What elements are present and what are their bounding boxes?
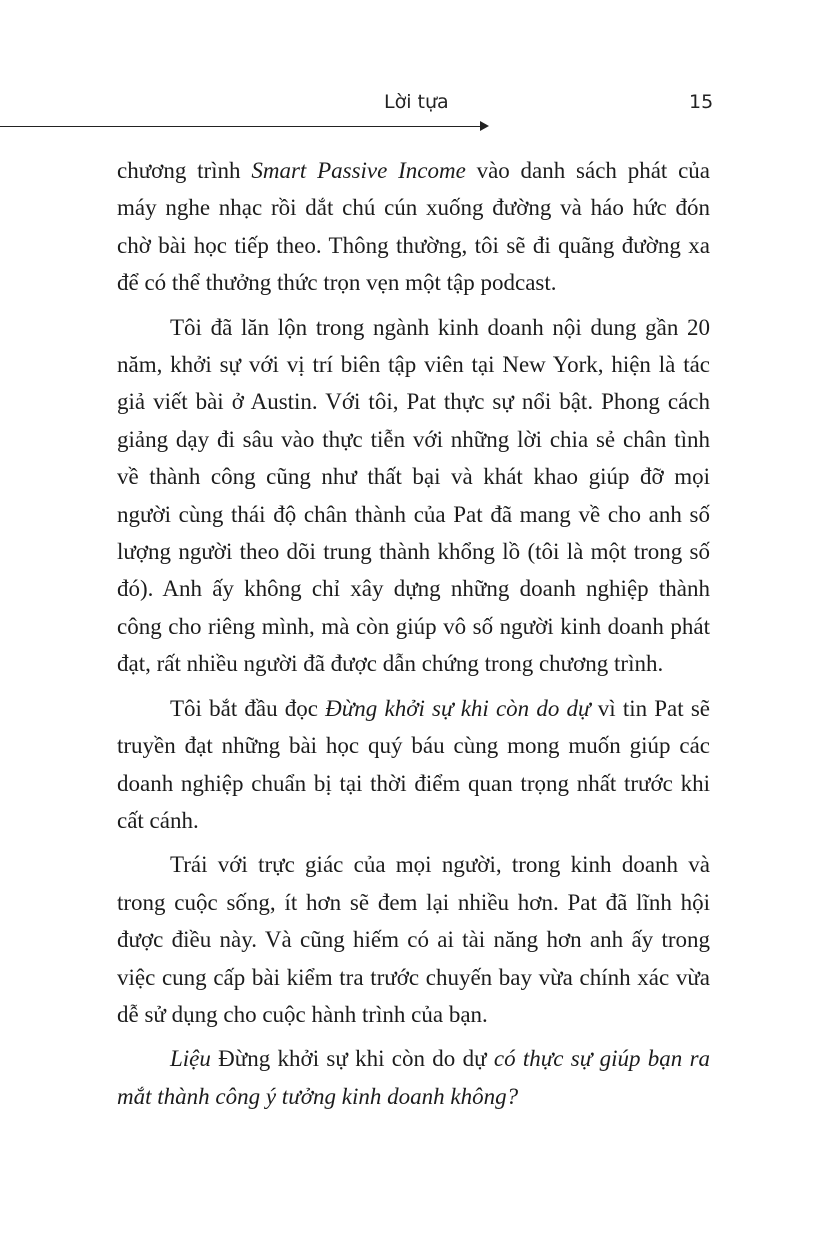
paragraph-3-text-c: vì tin Pat sẽ truyền đạt những bài học quý báu cùng mong muốn giúp các doanh nghiệp chuẩn bị tại thời điểm quan trọng nhất trước khi cất cánh.: [117, 695, 710, 833]
paragraph-3: [117, 690, 710, 840]
paragraph-3-text-a: Tôi bắt đầu đọc: [170, 695, 326, 721]
paragraph-1-text-a: chương trình: [117, 158, 252, 183]
paragraph-5: [117, 1040, 710, 1115]
paragraph-1-text-c: vào danh sách phát của máy nghe nhạc rồi dắt chú cún xuống đường và háo hức đón chờ bài học tiếp theo. Thông thường, tôi sẽ đi quãng đường xa để có thể thưởng thức trọn vẹn một tập podcast.: [117, 158, 710, 296]
running-head: [0, 88, 839, 118]
paragraph-5-text-a: Liệu: [170, 1046, 211, 1072]
book-title: Đừng khởi sự khi còn do dự: [325, 695, 591, 721]
chapter-title: Lời tựa: [384, 91, 449, 113]
body-text: [117, 152, 710, 1115]
podcast-title: Smart Passive Income: [251, 158, 466, 183]
page-number: 15: [689, 91, 714, 113]
header-rule: [0, 126, 481, 127]
paragraph-2: Tôi đã lăn lộn trong ngành kinh doanh nội dung gần 20 năm, khởi sự với vị trí biên tập viên tại New York, hiện là tác giả viết bài ở Austin. Với tôi, Pat thực sự nổi bật. Phong cách giảng dạy đi sâu vào thực tiễn với những lời chia sẻ chân tình về thành công cũng như thất bại và khát khao giúp đỡ mọi người cùng thái độ chân thành của Pat đã mang về cho anh số lượng người theo dõi trung thành khổng lồ (tôi là một trong số đó). Anh ấy không chỉ xây dựng những doanh nghiệp thành công cho riêng mình, mà còn giúp vô số người kinh doanh phát đạt, rất nhiều người đã được dẫn chứng trong chương trình.: [117, 314, 710, 677]
paragraph-4: Trái với trực giác của mọi người, trong kinh doanh và trong cuộc sống, ít hơn sẽ đem lại nhiều hơn. Pat đã lĩnh hội được điều này. Và cũng hiếm có ai tài năng hơn anh ấy trong việc cung cấp bài kiểm tra trước chuyến bay vừa chính xác vừa dễ sử dụng cho cuộc hành trình của bạn.: [117, 852, 710, 1027]
book-title-upright: Đừng khởi sự khi còn do dự: [210, 1046, 494, 1072]
paragraph-5-text-c: có thực sự giúp bạn ra mắt thành công ý tưởng kinh doanh không?: [117, 1046, 711, 1109]
arrow-icon: [480, 121, 489, 131]
paragraph-1: [117, 152, 710, 302]
